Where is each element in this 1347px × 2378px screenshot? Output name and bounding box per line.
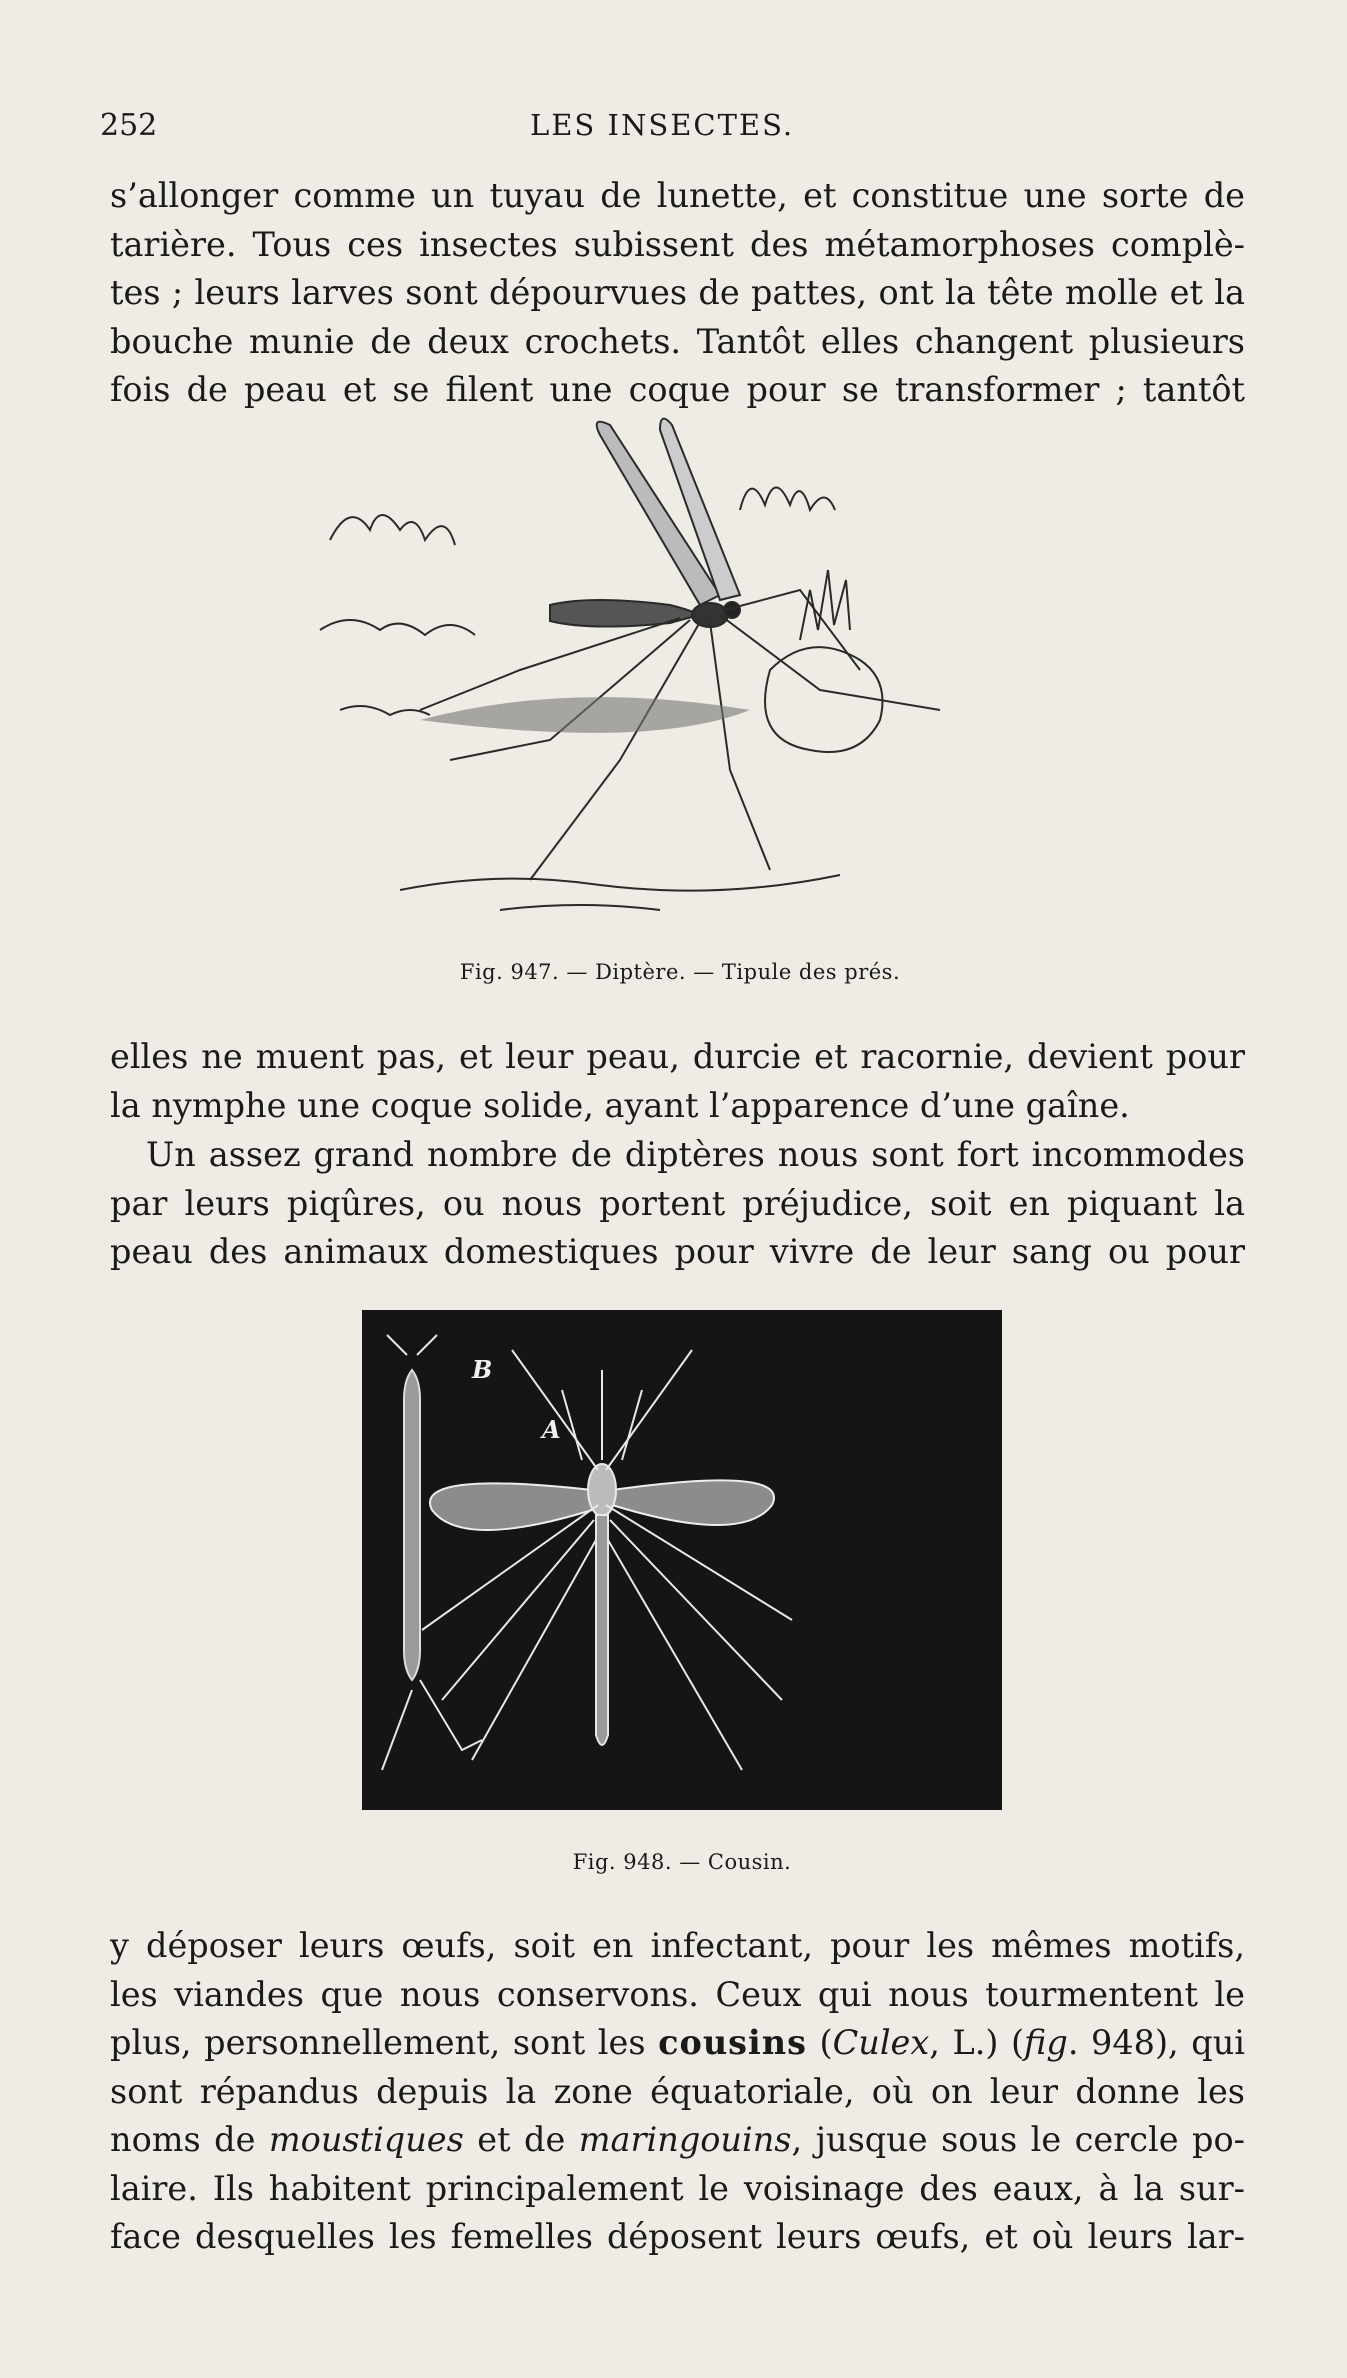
figure-label-b: B: [472, 1355, 493, 1384]
text-line: sont répandus depuis la zone équatoriale, où on leur donne les: [110, 2071, 1245, 2111]
paragraph-4: [110, 1922, 1245, 2262]
term-maringouins: maringouins: [578, 2120, 792, 2159]
text-line: bouche munie de deux crochets. Tantôt elles changent plusieurs: [110, 321, 1245, 361]
text-line: tes ; leurs larves sont dépourvues de pattes, ont la tête molle et la: [110, 273, 1245, 312]
text-line: tarière. Tous ces insectes subissent des métamorphoses complè-: [110, 224, 1245, 264]
text-line: laire. Ils habitent principalement le voisinage des eaux, à la sur-: [110, 2168, 1245, 2208]
fig-abbrev: fig: [1024, 2023, 1068, 2062]
text-line: fois de peau et se filent une coque pour se transformer ; tantôt: [110, 370, 1245, 409]
text-run: (: [806, 2023, 833, 2062]
taxon-culex: Culex: [832, 2023, 930, 2062]
text-line: [110, 2019, 1245, 2068]
figure-948-caption: Fig. 948. — Cousin.: [572, 1850, 792, 1874]
figure-947-illustration: [300, 410, 1060, 940]
text-run: , jusque sous le cercle po-: [791, 2120, 1245, 2159]
text-run: noms de: [110, 2120, 269, 2159]
figure-948-illustration: [362, 1310, 1002, 1810]
running-title: LES INSECTES.: [530, 108, 795, 142]
text-line: [110, 2116, 1245, 2165]
paragraph-2: [110, 1033, 1245, 1130]
text-line: s’allonger comme un tuyau de lunette, et constitue une sorte de: [110, 176, 1245, 215]
text-run: , L.) (: [929, 2023, 1025, 2062]
page-header: [100, 108, 1250, 148]
figure-label-a: A: [542, 1415, 561, 1444]
mosquito-engraving: [362, 1310, 1002, 1810]
crane-fly-engraving: [300, 410, 1060, 940]
text-line: y déposer leurs œufs, soit en infectant, pour les mêmes motifs,: [110, 1926, 1245, 1965]
page-number: 252: [100, 108, 158, 143]
text-line: la nymphe une coque solide, ayant l’apparence d’une gaîne.: [110, 1085, 1130, 1125]
term-cousins: cousins: [658, 2023, 807, 2062]
text-line: les viandes que nous conservons. Ceux qui nous tourmentent le: [110, 1974, 1245, 2014]
text-line: elles ne muent pas, et leur peau, durcie et racornie, devient pour: [110, 1037, 1245, 1076]
text-run: et de: [463, 2120, 579, 2159]
paragraph-1: [110, 172, 1245, 415]
text-line: peau des animaux domestiques pour vivre de leur sang ou pour: [110, 1232, 1245, 1271]
figure-947-caption: Fig. 947. — Diptère. — Tipule des prés.: [459, 960, 901, 984]
text-line: par leurs piqûres, ou nous portent préjudice, soit en piquant la: [110, 1183, 1245, 1223]
text-run: plus, personnellement, sont les: [110, 2023, 659, 2062]
text-run: . 948), qui: [1067, 2023, 1245, 2062]
text-line: Un assez grand nombre de diptères nous sont fort incommodes: [146, 1135, 1245, 1174]
term-moustiques: moustiques: [268, 2120, 464, 2159]
text-line: face desquelles les femelles déposent leurs œufs, et où leurs lar-: [110, 2217, 1245, 2256]
paragraph-3: [110, 1131, 1245, 1277]
